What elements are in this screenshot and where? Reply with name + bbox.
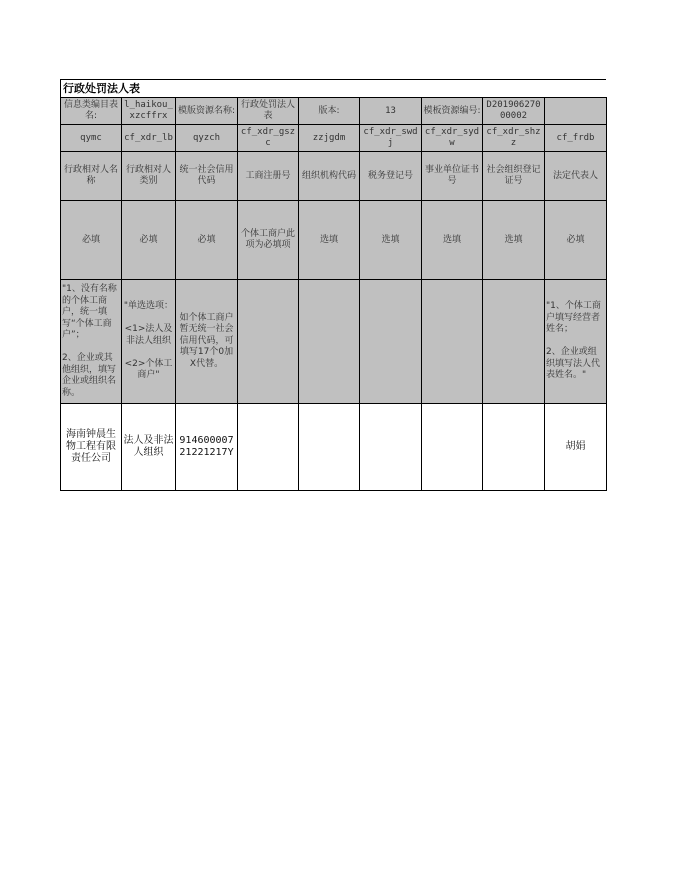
note-cell[interactable] xyxy=(422,280,483,404)
meta-row xyxy=(61,98,607,125)
data-cell-category[interactable]: 法人及非法人组织 xyxy=(122,404,176,491)
template-table xyxy=(60,97,607,491)
note-cell[interactable]: "1、个体工商户填写经营者姓名； 2、企业或组织填写法人代表姓名。" xyxy=(545,280,607,404)
meta-cell[interactable]: 13 xyxy=(360,98,422,125)
note-cell[interactable] xyxy=(483,280,545,404)
required-cell[interactable]: 选填 xyxy=(422,201,483,280)
data-cell[interactable] xyxy=(299,404,360,491)
meta-cell[interactable]: l_haikou_xzcffrx xyxy=(122,98,176,125)
data-cell-name[interactable]: 海南钟晨生物工程有限责任公司 xyxy=(61,404,122,491)
data-cell-credit-code[interactable]: 91460000721221217Y xyxy=(176,404,238,491)
data-cell-legal-rep[interactable]: 胡娟 xyxy=(545,404,607,491)
spreadsheet xyxy=(60,79,606,491)
field-code-row xyxy=(61,125,607,152)
required-cell[interactable]: 必填 xyxy=(122,201,176,280)
data-cell[interactable] xyxy=(483,404,545,491)
field-code-cell[interactable]: qyzch xyxy=(176,125,238,152)
meta-cell[interactable] xyxy=(545,98,607,125)
field-name-cell[interactable]: 税务登记号 xyxy=(360,152,422,201)
note-cell[interactable] xyxy=(238,280,299,404)
field-code-cell[interactable]: cf_xdr_sydw xyxy=(422,125,483,152)
field-name-cell[interactable]: 法定代表人 xyxy=(545,152,607,201)
note-cell[interactable]: 如个体工商户暂无统一社会信用代码，可填写17个0加X代替。 xyxy=(176,280,238,404)
note-cell[interactable]: "单选选项： <1>法人及非法人组织 <2>个体工商户" xyxy=(122,280,176,404)
required-row xyxy=(61,201,607,280)
field-code-cell[interactable]: zzjgdm xyxy=(299,125,360,152)
field-code-cell[interactable]: cf_xdr_shzz xyxy=(483,125,545,152)
data-cell[interactable] xyxy=(360,404,422,491)
field-name-row xyxy=(61,152,607,201)
required-cell[interactable]: 选填 xyxy=(483,201,545,280)
required-cell[interactable]: 个体工商户此项为必填项 xyxy=(238,201,299,280)
meta-cell[interactable]: 信息类编目表名: xyxy=(61,98,122,125)
field-code-cell[interactable]: cf_frdb xyxy=(545,125,607,152)
field-name-cell[interactable]: 工商注册号 xyxy=(238,152,299,201)
field-code-cell[interactable]: cf_xdr_gszc xyxy=(238,125,299,152)
field-code-cell[interactable]: qymc xyxy=(61,125,122,152)
field-code-cell[interactable]: cf_xdr_swdj xyxy=(360,125,422,152)
required-cell[interactable]: 必填 xyxy=(176,201,238,280)
meta-cell[interactable]: 行政处罚法人表 xyxy=(238,98,299,125)
data-row xyxy=(61,404,607,491)
required-cell[interactable]: 选填 xyxy=(299,201,360,280)
field-name-cell[interactable]: 行政相对人名称 xyxy=(61,152,122,201)
note-cell[interactable]: "1、没有名称的个体工商户，统一填写“个体工商户”； 2、企业或其他组织，填写企业或组织名称。 xyxy=(61,280,122,404)
required-cell[interactable]: 必填 xyxy=(61,201,122,280)
data-cell[interactable] xyxy=(238,404,299,491)
field-name-cell[interactable]: 事业单位证书号 xyxy=(422,152,483,201)
notes-row xyxy=(61,280,607,404)
meta-cell[interactable]: 版本: xyxy=(299,98,360,125)
field-name-cell[interactable]: 统一社会信用代码 xyxy=(176,152,238,201)
meta-cell[interactable]: 模版资源名称: xyxy=(176,98,238,125)
note-cell[interactable] xyxy=(299,280,360,404)
sheet-title: 行政处罚法人表 xyxy=(60,79,606,97)
required-cell[interactable]: 必填 xyxy=(545,201,607,280)
note-cell[interactable] xyxy=(360,280,422,404)
required-cell[interactable]: 选填 xyxy=(360,201,422,280)
field-name-cell[interactable]: 社会组织登记证号 xyxy=(483,152,545,201)
field-name-cell[interactable]: 行政相对人类别 xyxy=(122,152,176,201)
field-code-cell[interactable]: cf_xdr_lb xyxy=(122,125,176,152)
field-name-cell[interactable]: 组织机构代码 xyxy=(299,152,360,201)
meta-cell[interactable]: D20190627000002 xyxy=(483,98,545,125)
data-cell[interactable] xyxy=(422,404,483,491)
meta-cell[interactable]: 模板资源编号: xyxy=(422,98,483,125)
